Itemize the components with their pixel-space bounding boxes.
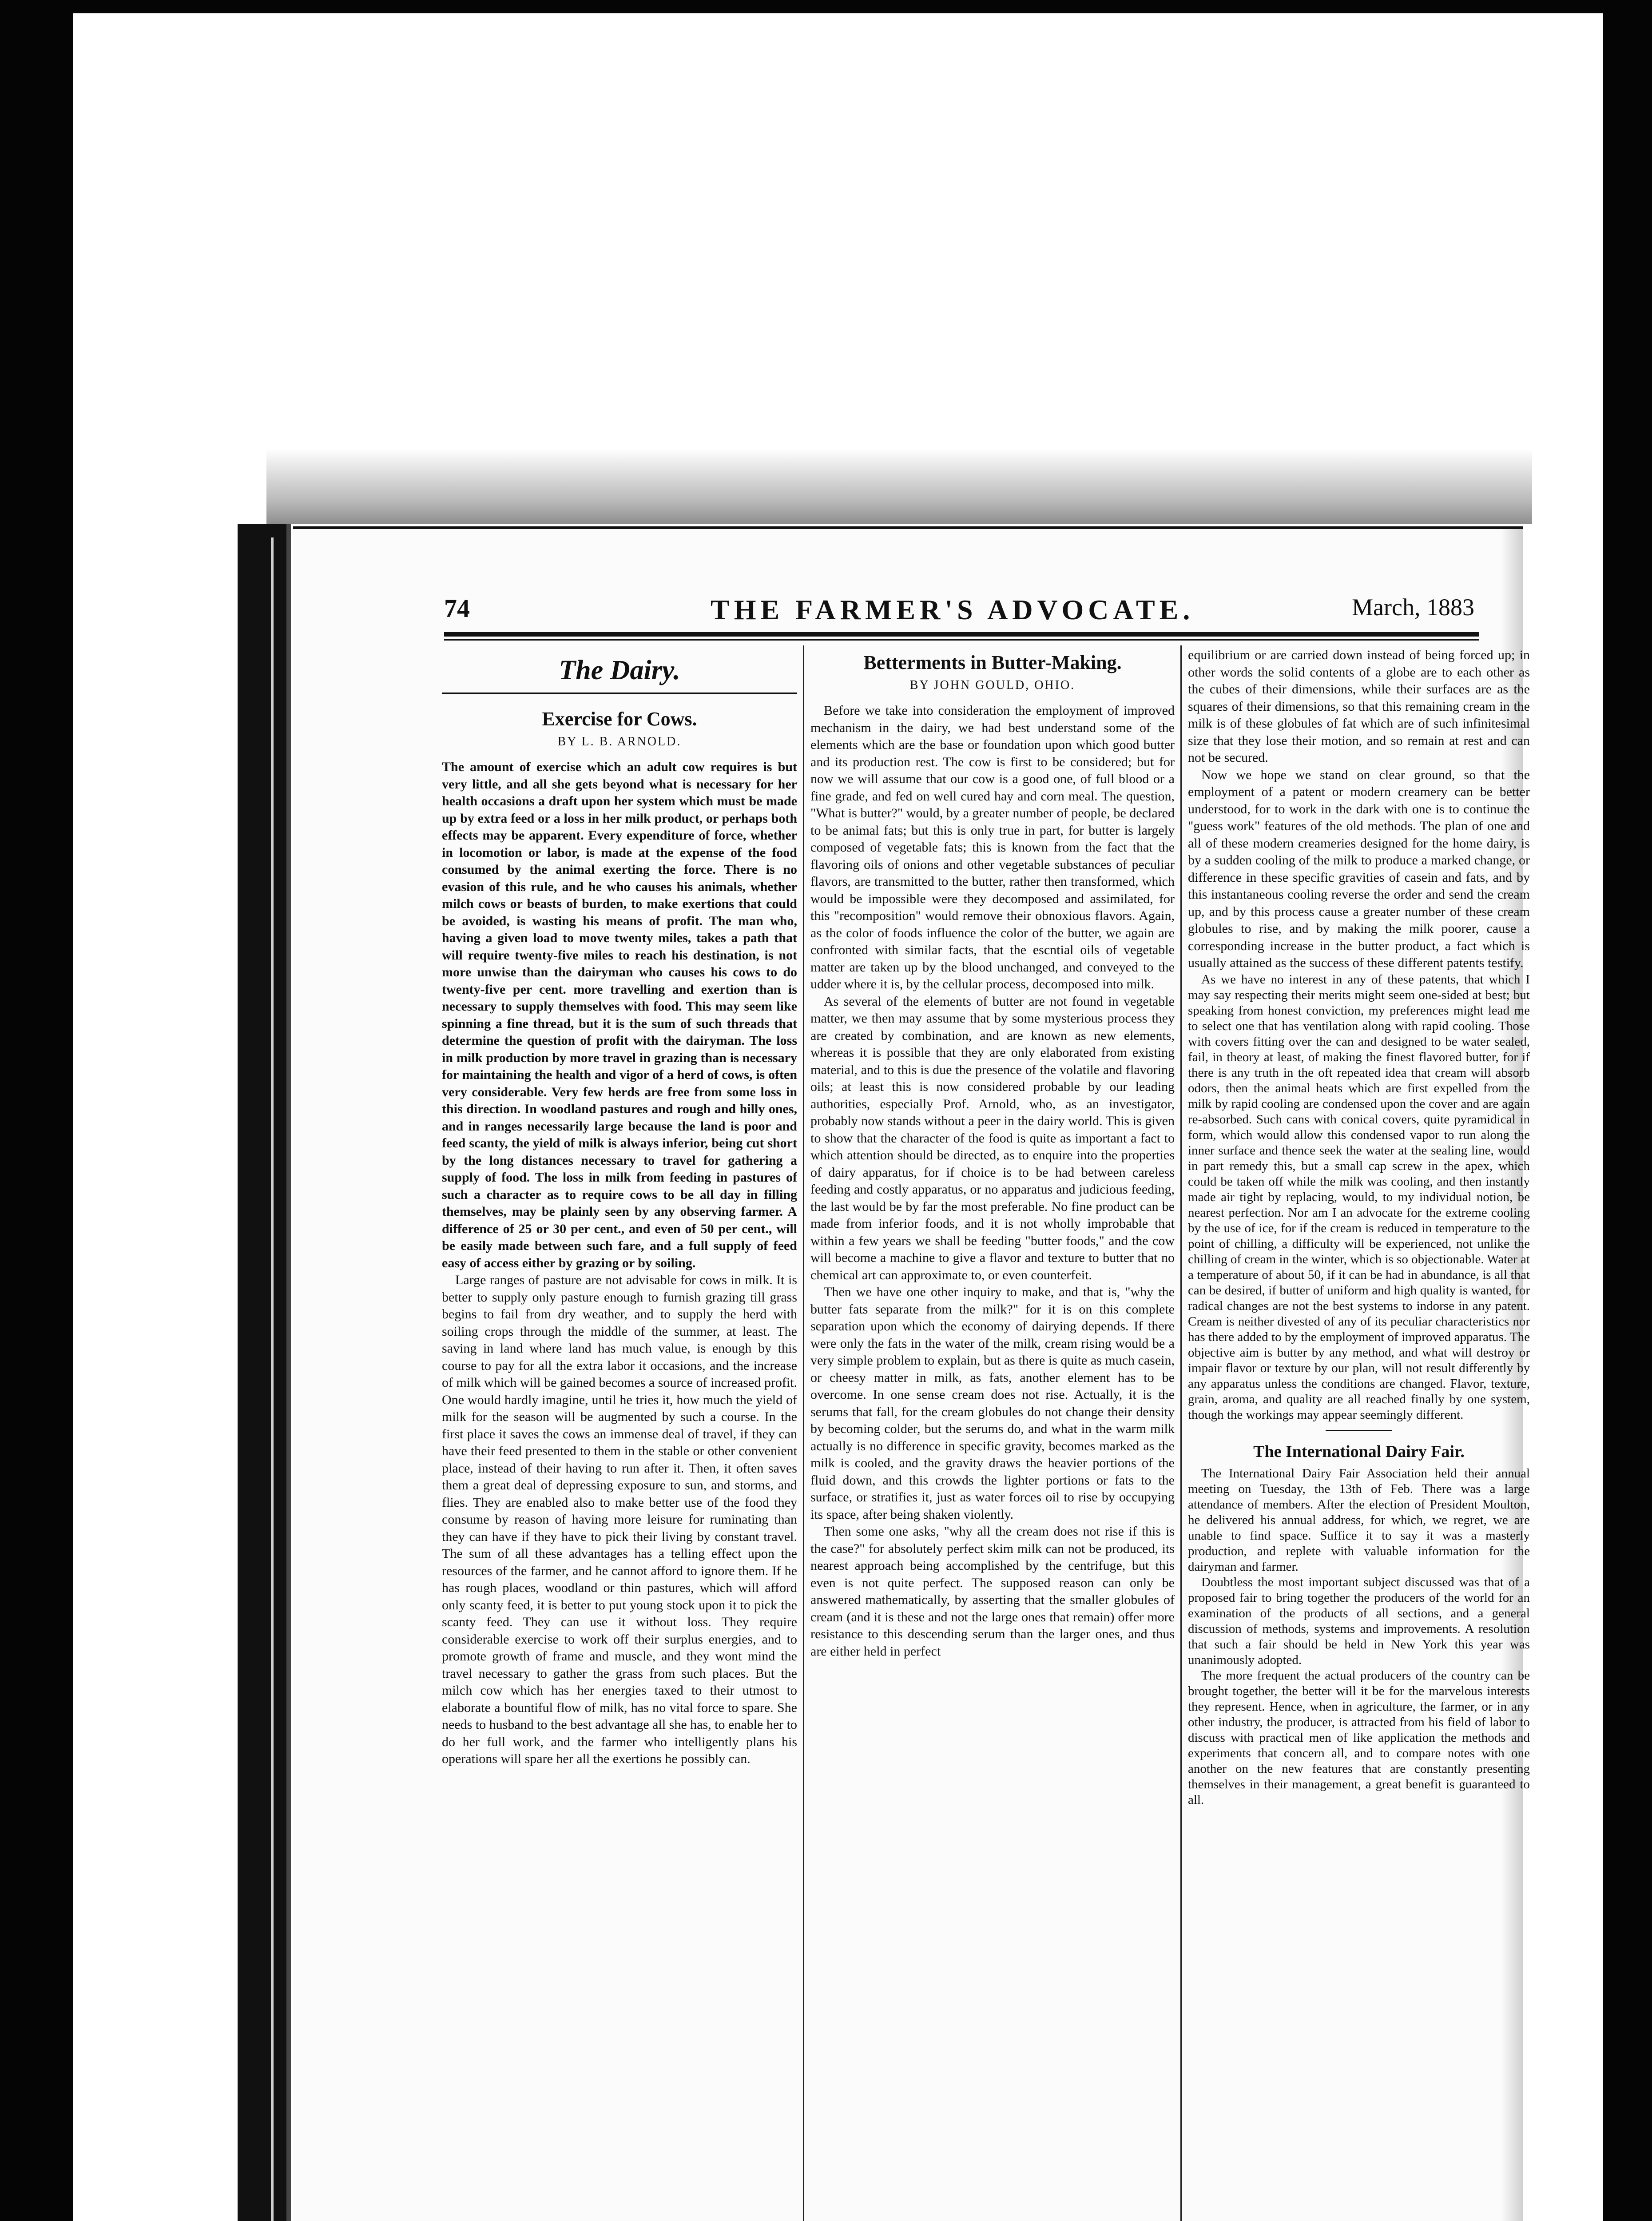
byline-gould: BY JOHN GOULD, OHIO. <box>909 678 1076 692</box>
scan-border-top <box>0 0 1652 13</box>
page-header <box>444 593 1474 629</box>
column-divider-2 <box>1180 645 1182 2221</box>
article-paragraph: Then some one asks, "why all the cream does not rise if this is the case?" for absolutely perfect skim milk can not be produced, its nearest approach being accomplished by the centrifuge, but this even is not quite perfect. The supposed reason can only be answered mathematically, by asserting that the smaller globules of cream (and it is these and not the large ones that remain) offer more resistance to this descending serum than the larger ones, and thus are either held in perfect <box>810 1524 1175 1659</box>
scan-border-left <box>0 0 73 2221</box>
article-paragraph: As several of the elements of butter are not found in vegetable matter, we then may assume that by some mysterious process they are created by combination, and are known as new elements, whereas it is possible that they are only elaborated from existing material, and to this is due the presence of the volatile and flavoring oils; at least this is now considered probable by our leading authorities, especially Prof. Arnold, who, as an investigator, probably now stands without a peer in the dairy world. This is given to show that the character of the food is quite as important a fact to which attention should be directed, as to enquire into the properties of dairy apparatus, for if choice is to be had between careless feeding and costly apparatus, or no apparatus and judicious feeding, the last would be by far the most preferable. No fine product can be made from inferior foods, and it is not wholly improbable that within a few years we shall be feeding "butter foods," and the cow will become a machine to give a flavor and texture to butter that no chemical art can approximate to, or even counterfeit. <box>810 994 1175 1282</box>
page-number: 74 <box>444 594 470 623</box>
header-rule-thin <box>444 639 1479 641</box>
scan-border-right <box>1603 0 1652 2221</box>
book-binding-edge <box>238 524 291 2221</box>
article-paragraph: equilibrium or are carried down instead of being forced up; in other words the solid contents of a globe are to each other as the cubes of their dimensions, while their surfaces are as the squares of their dimensions, so that this remaining cream in the milk is of these globules of fat which are of such infinitesimal size that they lose their motion, and so remain at rest and can not be secured. <box>1188 648 1530 765</box>
column-divider-1 <box>803 645 804 2221</box>
masthead-title: THE FARMER'S ADVOCATE. <box>711 594 1195 625</box>
article-paragraph: The amount of exercise which an adult cow requires is but very little, and all she gets beyond what is necessary for her health occasions a draft upon her system which must be made up by extra feed or a loss in her milk product, or perhaps both effects may be apparent. Every expenditure of force, whether in locomotion or labor, is made at the expense of the food consumed by the animal exerting the force. There is no evasion of this rule, and he who causes his animals, whether milch cows or beasts of burden, to make exertions that could be avoided, is wasting his means of profit. The man who, having a given load to move twenty miles, takes a path that will require twenty-five miles to reach his destination, is not more unwise than the dairyman who causes his cows to do twenty-five per cent. more travelling and exertion than is necessary to supply themselves with food. This may seem like spinning a fine thread, but it is the sum of such threads that determine the question of profit with the dairyman. The loss in milk production by more travel in grazing than is necessary for maintaining the health and vigor of a herd of cows, is often very considerable. Very few herds are free from some loss in this direction. In woodland pastures and rough and hilly ones, and in ranges necessarily large because the land is poor and feed scanty, the yield of milk is always inferior, being cut short by the long distances necessary to travel for gathering a supply of food. The loss in milk from feeding in pastures of such a character as to require cows to be all day in filling themselves, may be plainly seen by any observing farmer. A difference of 25 or 30 per cent., and even of 50 per cent., will be easily made between such fare, and a full supply of feed easy of access either by grazing or by soiling. <box>442 760 797 1270</box>
header-rule-thick <box>444 632 1479 637</box>
book-binding-highlight <box>271 537 274 2221</box>
newspaper-page <box>293 526 1530 2221</box>
article-paragraph: As we have no interest in any of these patents, that which I may say respecting their merits might seem one-sided at best; but speaking from honest conviction, my preferences might lead me to select one that has ventilation along with rapid cooling. Those with covers fitting over the can and designed to be water sealed, fail, in theory at least, of making the finest flavored butter, for if there is any truth in the oft repeated idea that cream will absorb odors, then the animal heats which are first expelled from the milk by rapid cooling are condensed upon the cover and are again re-absorbed. Such cans with conical covers, quite pyramidical in form, which would allow this condensed vapor to run along the inner surface and thence seek the water at the sealing line, would in part remedy this, but a small cap screw in the apex, which could be taken off while the milk was cooling, and then instantly made air tight by replacing, would, to my individual notion, be nearest perfection. Nor am I an advocate for the extreme cooling by the use of ice, for if the cream is reduced in temperature to the point of chilling, a difficulty will be experienced, not unlike the chilling of cream in the winter, which is so objectionable. Water at a temperature of about 50, if it can be had in abundance, is all that can be desired, if butter of uniform and high quality is wanted, for radical changes are not the best systems to indorse in any patent. Cream is neither divested of any of its peculiar characteristics nor has there added to by the employment of improved apparatus. The objective aim is butter by any method, and what will destroy or impair flavor or texture by our plan, will not result differently by any apparatus unless the conditions are changed. Flavor, texture, grain, aroma, and quality are all reached finally by one system, though the workings may appear seemingly different. <box>1188 972 1530 1422</box>
article-paragraph: The more frequent the actual producers of the country can be brought together, the better will it be for the marvelous interests they represent. Hence, when in agriculture, the farmer, or in any other industry, the producer, is attracted from his field of labor to discuss with practical men of like application the methods and experiments that concern all, and to compare notes with one another on the new features that are constantly presenting themselves in their management, a great benefit is guaranteed to all. <box>1188 1668 1530 1807</box>
article-title-dairy-fair: The International Dairy Fair. <box>1253 1442 1465 1461</box>
page-top-shadow <box>266 449 1532 524</box>
article-title-exercise: Exercise for Cows. <box>542 708 697 730</box>
column-3 <box>1188 647 1530 2221</box>
column-1 <box>442 647 797 2221</box>
department-heading: The Dairy. <box>442 655 797 694</box>
article-paragraph: The International Dairy Fair Association held their annual meeting on Tuesday, the 13th of Feb. There was a large attendance of members. After the election of President Moulton, he delivered his annual address, for which, we regret, we are unable to find space. Suffice it to say it was a masterly production, and replete with valuable information for the dairyman and farmer. <box>1188 1466 1530 1574</box>
section-divider <box>1326 1430 1392 1431</box>
article-paragraph: Now we hope we stand on clear ground, so that the employment of a patent or modern creamery can be better understood, for to work in the dark with one is to continue the "guess work" features of the old methods. The plan of one and all of these modern creameries designed for the home dairy, is by a sudden cooling of the milk to produce a marked change, or difference in these specific gravities of casein and fats, and by this instantaneous cooling reverse the order and send the cream up, and by this process cause a greater number of these cream globules to rise, and by making the milk poorer, cause a corresponding increase in the butter product, a fact which is usually attained as the success of these different patents testify. <box>1188 767 1530 970</box>
article-paragraph: Large ranges of pasture are not advisable for cows in milk. It is better to supply only pasture enough to furnish grazing till grass begins to fail from dry weather, and to supply the herd with soiling crops through the middle of the summer, at least. The saving in land where land has much value, is enough by this course to pay for all the extra labor it occasions, and the increase of milk which will be gained becomes a source of increased profit. One would hardly imagine, until he tries it, how much the yield of milk for the season will be augmented by such a course. In the first place it saves the cows an immense deal of travel, if they can have their feed presented to them in the stable or other convenient place, instead of their having to run after it. Then, it often saves them a great deal of depressing exposure to sun, and storms, and flies. They are enabled also to make better use of the food they consume by reason of having more leisure for ruminating than they can have if they have to pick their living by constant travel. The sum of all these advantages has a telling effect upon the resources of the farmer, and he cannot afford to ignore them. If he has rough places, woodland or thin pastures, which will afford only scanty feed, it is better to put young stock upon it to pick the scanty feed. They can use it without loss. They require considerable exercise to work off their surplus energies, and to promote growth of frame and muscle, and they wont mind the travel necessary to gather the grass from such places. But the milch cow which has her energies taxed to their utmost to elaborate a bountiful flow of milk, has no vital force to spare. She needs to husband to the best advantage all she has, to enable her to do her full work, and the farmer who intelligently plans his operations will spare her all the exertions he possibly can. <box>442 1273 797 1766</box>
column-2 <box>810 647 1175 2221</box>
article-paragraph: Then we have one other inquiry to make, and that is, "why the butter fats separate from the milk?" for it is on this complete separation upon which the economy of dairying depends. If there were only the fats in the water of the milk, cream rising would be a very simple problem to explain, but as there is quite as much casein, or cheesy matter in milk, as fats, another element has to be overcome. In one sense cream does not rise. Actually, it is the serums that fall, for the cream globules do not change their density by becoming colder, but the serums do, and what in the warm milk actually is no difference in specific gravity, becomes marked as the milk is cooled, and the gravity draws the heavier portions of the fluid down, and this crowds the lighter portions or fats to the surface, or stratifies it, just as water forces oil to rise by occupying its space, after being shaken violently. <box>810 1285 1175 1522</box>
byline-arnold: BY L. B. ARNOLD. <box>557 735 682 748</box>
article-paragraph: Doubtless the most important subject discussed was that of a proposed fair to bring together the producers of the world for an examination of the products of all sections, and a general discussion of methods, systems and improvements. A resolution that such a fair should be held in New York this year was unanimously adopted. <box>1188 1575 1530 1667</box>
issue-date: March, 1883 <box>1352 594 1474 621</box>
article-paragraph: Before we take into consideration the employment of improved mechanism in the dairy, we had best understand some of the elements which are the base or foundation upon which good butter and its production rest. The cow is first to be considered; but for now we will assume that our cow is a good one, of full blood or a fine grade, and fed on well cured hay and corn meal. The question, "What is butter?" would, by a greater number of people, be declared to be animal fats; but this is only true in part, for butter is largely composed of vegetable fats; this is known from the fact that the flavoring oils of onions and other vegetable substances of peculiar flavors, are transmitted to the butter, rather then transformed, which would be impossible were they decomposed and assimilated, for this "recomposition" would remove their obnoxious flavors. Again, as the color of foods influence the color of the butter, we again are confronted with similar facts, that the escntial oils of vegetable matter are taken up by the blood unchanged, and conveyed to the udder where it is, by the cellular process, decomposed into milk. <box>810 703 1175 991</box>
article-title-butter: Betterments in Butter-Making. <box>863 652 1122 673</box>
